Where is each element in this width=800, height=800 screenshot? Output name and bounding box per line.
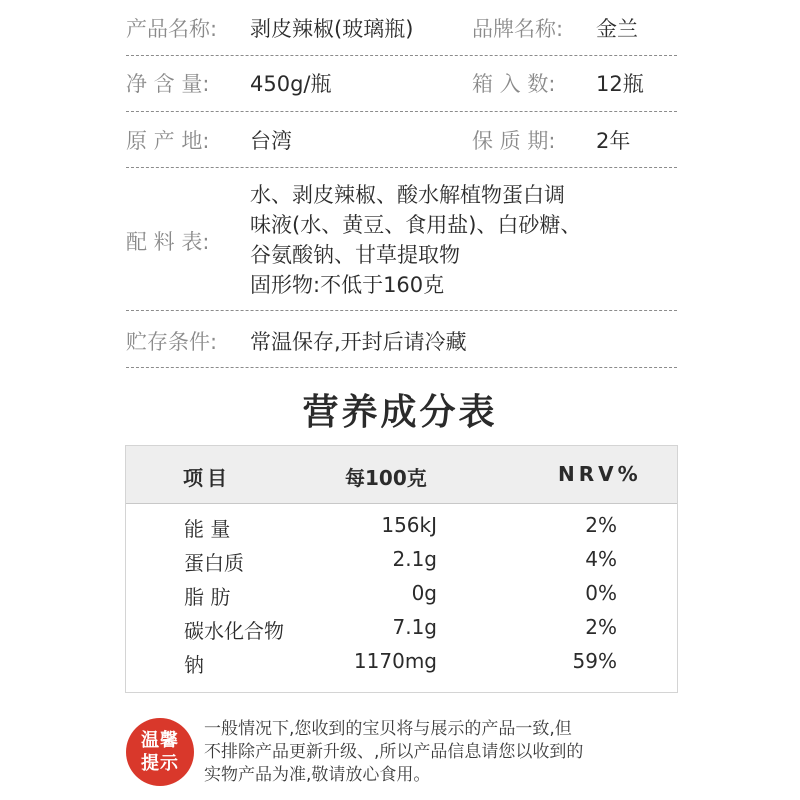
ingredients-line: 谷氨酸钠、甘草提取物 [250, 243, 460, 267]
case-count-label: 箱 入 数: [472, 72, 556, 96]
net-content-value: 450g/瓶 [250, 72, 332, 96]
nutrient-name: 碳水化合物 [184, 619, 284, 643]
nutrient-name: 能 量 [184, 517, 231, 541]
info-row-ingredients [126, 168, 677, 311]
nutrient-name: 钠 [184, 653, 204, 677]
ingredients-label: 配 料 表: [126, 230, 210, 254]
notice-line: 实物产品为准,敬请放心食用。 [204, 765, 431, 785]
notice-text [204, 718, 684, 787]
table-row [126, 611, 677, 645]
origin-label: 原 产 地: [126, 129, 210, 153]
notice-badge [126, 718, 194, 786]
case-count-value: 12瓶 [596, 72, 644, 96]
nutrient-nrv: 2% [585, 513, 617, 537]
brand-label: 品牌名称: [472, 17, 564, 41]
nutrient-value: 156kJ [381, 513, 437, 537]
storage-label: 贮存条件: [126, 330, 218, 354]
table-row [126, 577, 677, 611]
nutrient-name: 蛋白质 [184, 551, 244, 575]
net-content-label: 净 含 量: [126, 72, 210, 96]
nutrition-title: 营养成分表 [302, 391, 498, 433]
storage-value: 常温保存,开封后请冷藏 [250, 330, 467, 354]
info-row-name-brand [126, 0, 677, 56]
notice-line: 一般情况下,您收到的宝贝将与展示的产品一致,但 [204, 719, 572, 739]
brand-value: 金兰 [596, 17, 638, 41]
shelf-life-value: 2年 [596, 129, 631, 153]
header-nrv: NRV% [558, 462, 642, 486]
nutrition-table [125, 445, 678, 693]
product-name-value: 剥皮辣椒(玻璃瓶) [250, 17, 414, 41]
nutrient-value: 7.1g [392, 615, 437, 639]
ingredients-line: 固形物:不低于160克 [250, 273, 445, 297]
nutrient-value: 1170mg [353, 649, 437, 673]
notice-badge-line: 提示 [141, 753, 179, 774]
nutrient-nrv: 2% [585, 615, 617, 639]
ingredients-line: 味液(水、黄豆、食用盐)、白砂糖、 [250, 213, 582, 237]
header-per100: 每100克 [345, 466, 427, 490]
nutrient-nrv: 4% [585, 547, 617, 571]
nutrient-nrv: 0% [585, 581, 617, 605]
notice-line: 不排除产品更新升级、,所以产品信息请您以收到的 [204, 742, 584, 762]
ingredients-line: 水、剥皮辣椒、酸水解植物蛋白调 [250, 183, 565, 207]
table-row [126, 645, 677, 679]
product-info-table [126, 0, 677, 368]
info-row-storage [126, 311, 677, 368]
origin-value: 台湾 [250, 129, 292, 153]
header-item: 项目 [183, 466, 231, 490]
shelf-life-label: 保 质 期: [472, 129, 556, 153]
nutrition-table-header [126, 446, 677, 504]
notice-badge-line: 温馨 [141, 730, 179, 751]
table-row [126, 509, 677, 543]
info-row-net-case [126, 56, 677, 112]
ingredients-value [250, 180, 581, 300]
nutrient-value: 2.1g [392, 547, 437, 571]
nutrient-nrv: 59% [572, 649, 617, 673]
nutrient-name: 脂 肪 [184, 585, 231, 609]
nutrient-value: 0g [411, 581, 437, 605]
table-row [126, 543, 677, 577]
product-name-label: 产品名称: [126, 17, 218, 41]
info-row-origin-shelf [126, 112, 677, 168]
